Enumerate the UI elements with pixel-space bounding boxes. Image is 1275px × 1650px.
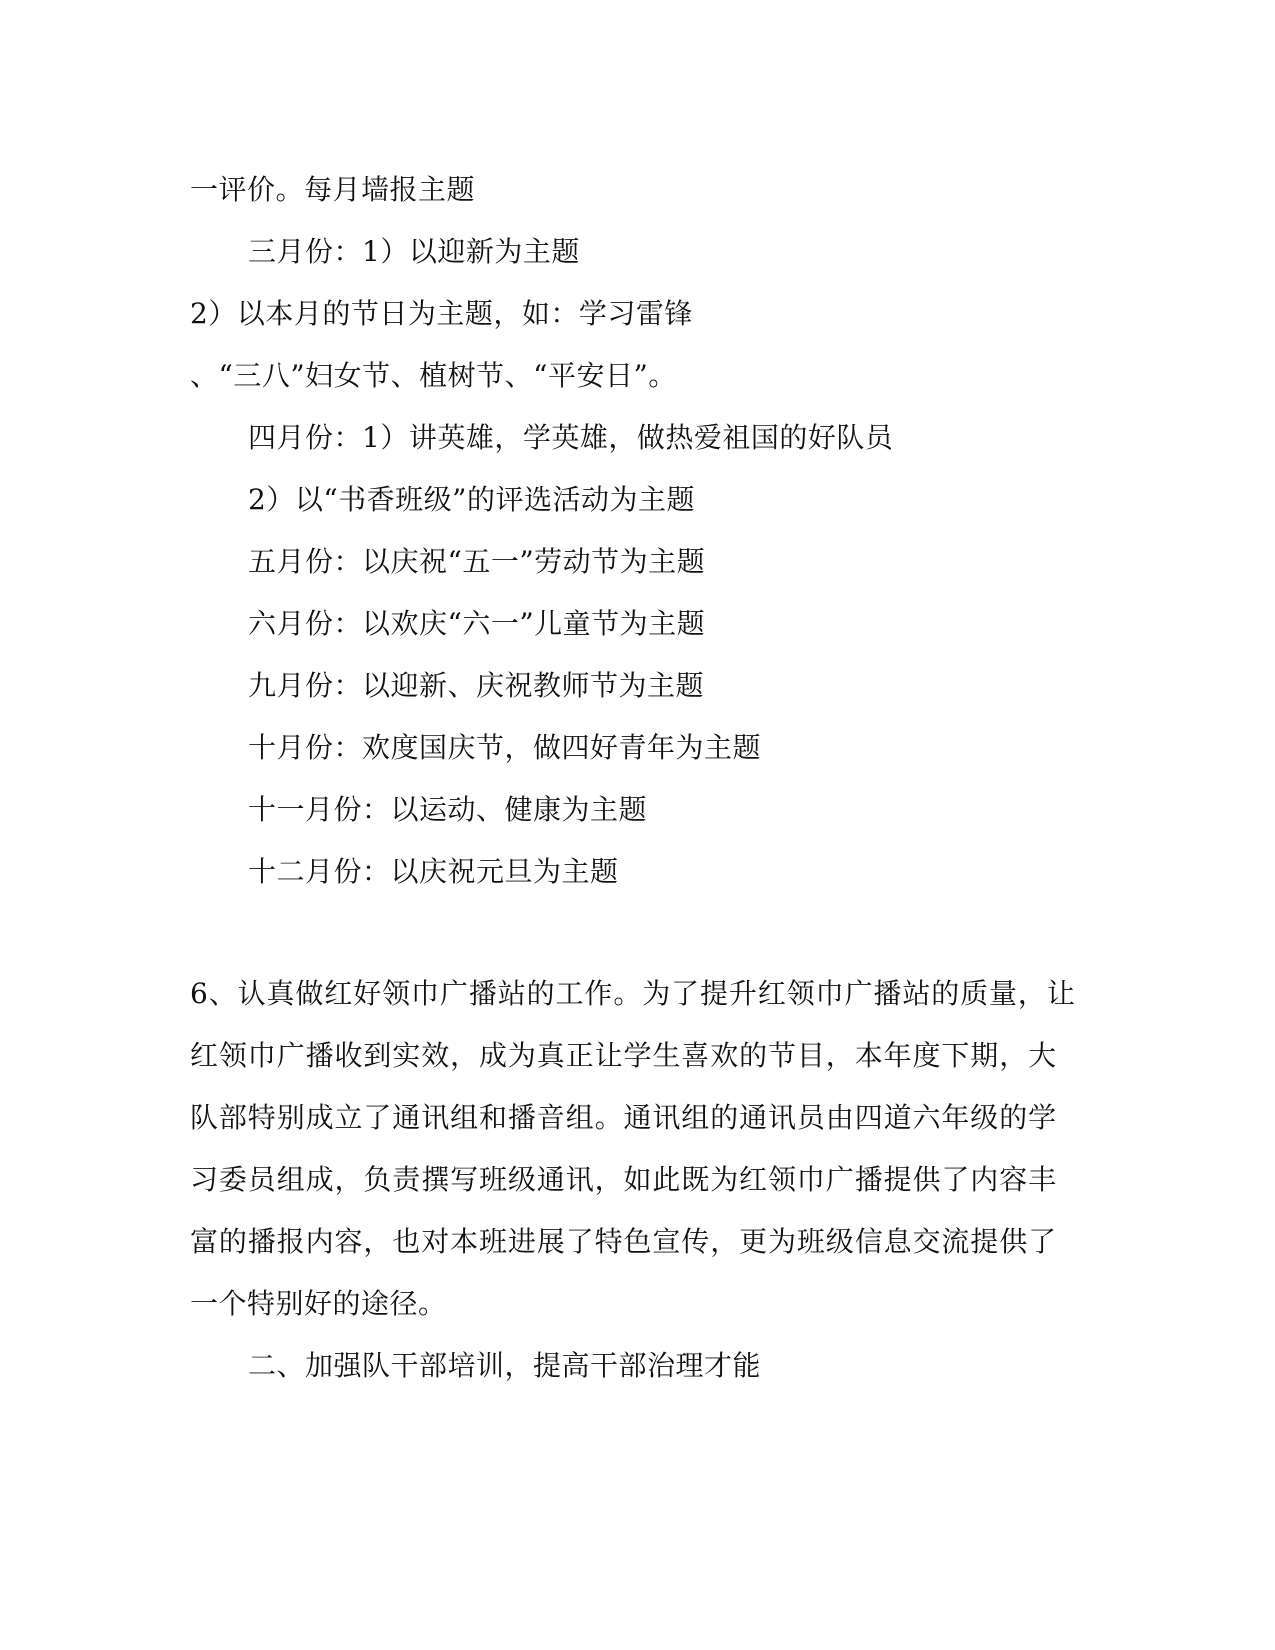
paragraph-line: 富的播报内容，也对本班进展了特色宣传，更为班级信息交流提供了: [190, 1225, 1058, 1258]
text-line: 一评价。每月墙报主题: [190, 173, 476, 206]
month-theme-line: 十二月份：以庆祝元旦为主题: [248, 855, 619, 888]
month-theme-line: 九月份：以迎新、庆祝教师节为主题: [248, 669, 705, 702]
paragraph-line: 队部特别成立了通讯组和播音组。通讯组的通讯员由四道六年级的学: [190, 1101, 1058, 1134]
month-theme-line: 十一月份：以运动、健康为主题: [248, 793, 648, 826]
month-theme-line: 五月份：以庆祝“五一”劳动节为主题: [248, 545, 706, 578]
paragraph-line: 一个特别好的途径。: [190, 1287, 447, 1320]
month-theme-line: 四月份：1）讲英雄，学英雄，做热爱祖国的好队员: [248, 421, 894, 454]
section-heading: 二、加强队干部培训，提高干部治理才能: [248, 1349, 762, 1382]
month-theme-line: 三月份：1）以迎新为主题: [248, 235, 580, 268]
paragraph-line: 红领巾广播收到实效，成为真正让学生喜欢的节目，本年度下期，大: [190, 1039, 1058, 1072]
month-theme-line: 六月份：以欢庆“六一”儿童节为主题: [248, 607, 706, 640]
month-theme-line: 十月份：欢度国庆节，做四好青年为主题: [248, 731, 762, 764]
text-line: 2）以本月的节日为主题，如：学习雷锋: [190, 297, 693, 330]
paragraph-line: 习委员组成，负责撰写班级通讯，如此既为红领巾广播提供了内容丰: [190, 1163, 1058, 1196]
month-theme-line: 2）以“书香班级”的评选活动为主题: [248, 483, 695, 516]
paragraph-line: 6、认真做红好领巾广播站的工作。为了提升红领巾广播站的质量，让: [190, 977, 1076, 1010]
text-line: 、“三八”妇女节、植树节、“平安日”。: [190, 359, 677, 392]
